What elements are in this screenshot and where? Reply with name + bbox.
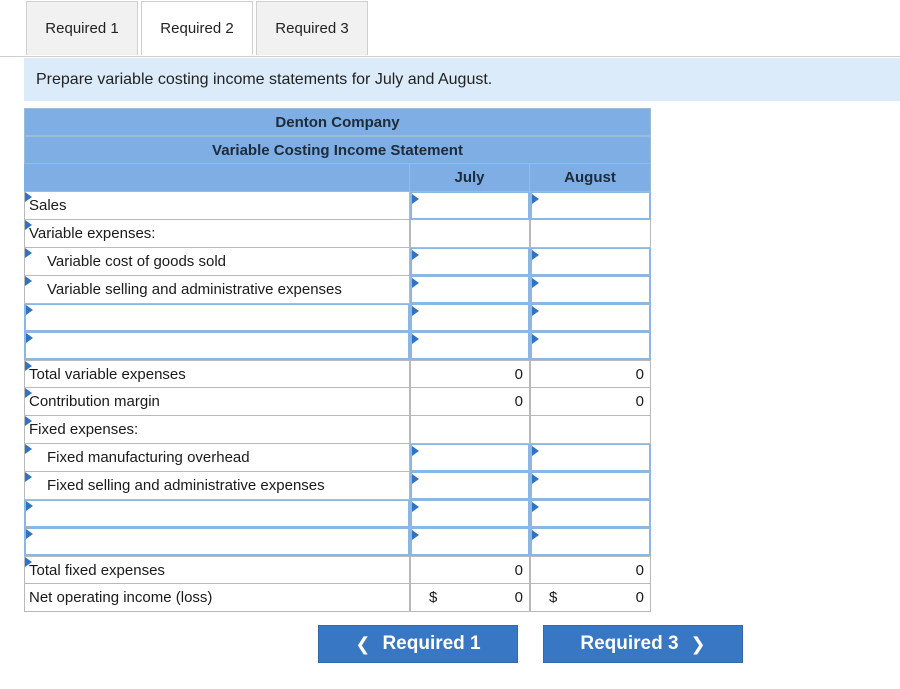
- july-value: 0: [410, 556, 530, 584]
- row-label-text: Total fixed expenses: [29, 561, 165, 579]
- august-value: 0: [530, 388, 651, 416]
- august-input[interactable]: [530, 500, 651, 528]
- row-label-text: Total variable expenses: [29, 365, 186, 383]
- input-marker-icon: [532, 502, 539, 512]
- table-row: [24, 276, 651, 304]
- row-label-text: Fixed selling and administrative expenses: [47, 477, 325, 494]
- july-input[interactable]: [410, 528, 530, 556]
- chevron-left-icon: ❮: [355, 633, 371, 654]
- dropdown-marker-icon: [25, 361, 32, 371]
- input-marker-icon: [532, 250, 539, 260]
- table-row: [24, 332, 651, 360]
- tab-label: Required 2: [160, 20, 234, 37]
- august-input[interactable]: [530, 528, 651, 556]
- input-marker-icon: [532, 446, 539, 456]
- row-label-text: Variable cost of goods sold: [47, 253, 226, 270]
- july-cell: [410, 416, 530, 444]
- august-value: 0: [635, 589, 644, 606]
- tab-required-1[interactable]: [26, 1, 138, 55]
- table-row: [24, 584, 651, 612]
- row-label-input[interactable]: [24, 500, 410, 528]
- august-value: 0: [530, 556, 651, 584]
- table-row: [24, 304, 651, 332]
- row-label[interactable]: [24, 220, 410, 248]
- dropdown-marker-icon: [25, 416, 32, 426]
- july-value-cell: [410, 584, 530, 612]
- dropdown-marker-icon: [26, 501, 33, 511]
- july-value: 0: [514, 589, 523, 606]
- row-label[interactable]: [24, 360, 410, 388]
- august-input[interactable]: [530, 304, 651, 332]
- august-cell: [530, 416, 651, 444]
- column-header-august: August: [530, 164, 651, 192]
- prev-button-label: Required 1: [382, 633, 481, 654]
- august-input[interactable]: [530, 472, 651, 500]
- row-label-text: Variable selling and administrative expenses: [47, 281, 342, 298]
- august-input[interactable]: [530, 444, 651, 472]
- row-label-input[interactable]: [24, 528, 410, 556]
- label-column-header: [24, 164, 410, 192]
- statement-title: Variable Costing Income Statement: [24, 136, 651, 164]
- tab-required-3[interactable]: [256, 1, 368, 55]
- input-marker-icon: [412, 530, 419, 540]
- input-marker-icon: [532, 306, 539, 316]
- dropdown-marker-icon: [26, 333, 33, 343]
- table-row: [24, 528, 651, 556]
- company-name: Denton Company: [24, 108, 651, 136]
- input-marker-icon: [532, 334, 539, 344]
- row-label[interactable]: [24, 444, 410, 472]
- row-label-text: Variable expenses:: [29, 225, 156, 242]
- currency-symbol: $: [429, 589, 438, 606]
- input-marker-icon: [412, 334, 419, 344]
- row-label-text: Contribution margin: [29, 393, 160, 410]
- dropdown-marker-icon: [26, 529, 33, 539]
- july-input[interactable]: [410, 472, 530, 500]
- input-marker-icon: [532, 194, 539, 204]
- row-label[interactable]: [24, 416, 410, 444]
- july-input[interactable]: [410, 332, 530, 360]
- table-row: [24, 192, 651, 220]
- input-marker-icon: [412, 446, 419, 456]
- currency-symbol: $: [549, 589, 558, 606]
- input-marker-icon: [412, 474, 419, 484]
- table-row: [24, 472, 651, 500]
- input-marker-icon: [412, 194, 419, 204]
- prev-required-button[interactable]: [318, 625, 518, 663]
- instruction-text: Prepare variable costing income statements for July and August.: [36, 70, 493, 88]
- input-marker-icon: [532, 474, 539, 484]
- july-input[interactable]: [410, 304, 530, 332]
- row-label-text: Fixed manufacturing overhead: [47, 449, 250, 466]
- chevron-right-icon: ❯: [690, 633, 706, 654]
- july-input[interactable]: [410, 500, 530, 528]
- august-cell: [530, 220, 651, 248]
- input-marker-icon: [412, 306, 419, 316]
- input-marker-icon: [532, 530, 539, 540]
- tab-divider: [0, 56, 900, 57]
- income-statement-table: [24, 108, 651, 612]
- july-cell: [410, 220, 530, 248]
- table-row: [24, 500, 651, 528]
- tab-label: Required 1: [45, 20, 119, 37]
- row-label[interactable]: [24, 276, 410, 304]
- row-label: [24, 584, 410, 612]
- row-label[interactable]: [24, 388, 410, 416]
- table-row: [24, 248, 651, 276]
- row-label-input[interactable]: [24, 332, 410, 360]
- dropdown-marker-icon: [26, 305, 33, 315]
- august-value: 0: [530, 360, 651, 388]
- table-row: [24, 360, 651, 388]
- table-row: [24, 556, 651, 584]
- row-label[interactable]: [24, 472, 410, 500]
- table-row: [24, 444, 651, 472]
- tab-label: Required 3: [275, 20, 349, 37]
- table-row: [24, 416, 651, 444]
- input-marker-icon: [532, 278, 539, 288]
- tab-required-2[interactable]: [141, 1, 253, 55]
- next-button-label: Required 3: [580, 633, 679, 654]
- input-marker-icon: [412, 278, 419, 288]
- instruction-banner: [24, 58, 900, 101]
- july-value: 0: [410, 388, 530, 416]
- table-row: [24, 220, 651, 248]
- row-label[interactable]: [24, 192, 410, 220]
- july-input[interactable]: [410, 276, 530, 304]
- row-label[interactable]: [24, 248, 410, 276]
- column-header-july: July: [410, 164, 530, 192]
- dropdown-marker-icon: [25, 444, 32, 454]
- july-input[interactable]: [410, 248, 530, 276]
- august-input[interactable]: [530, 248, 651, 276]
- july-value: 0: [410, 360, 530, 388]
- august-input[interactable]: [530, 192, 651, 220]
- august-input[interactable]: [530, 276, 651, 304]
- dropdown-marker-icon: [25, 388, 32, 398]
- july-input[interactable]: [410, 192, 530, 220]
- dropdown-marker-icon: [25, 248, 32, 258]
- row-label-text: Fixed expenses:: [29, 421, 139, 438]
- row-label-input[interactable]: [24, 304, 410, 332]
- august-input[interactable]: [530, 332, 651, 360]
- input-marker-icon: [412, 250, 419, 260]
- dropdown-marker-icon: [25, 192, 32, 202]
- july-input[interactable]: [410, 444, 530, 472]
- row-label-text: Sales: [29, 197, 67, 214]
- next-required-button[interactable]: [543, 625, 743, 663]
- input-marker-icon: [412, 502, 419, 512]
- dropdown-marker-icon: [25, 472, 32, 482]
- row-label[interactable]: [24, 556, 410, 584]
- august-value-cell: [530, 584, 651, 612]
- table-row: [24, 388, 651, 416]
- row-label-text: Net operating income (loss): [29, 589, 213, 606]
- dropdown-marker-icon: [25, 276, 32, 286]
- dropdown-marker-icon: [25, 557, 32, 567]
- dropdown-marker-icon: [25, 220, 32, 230]
